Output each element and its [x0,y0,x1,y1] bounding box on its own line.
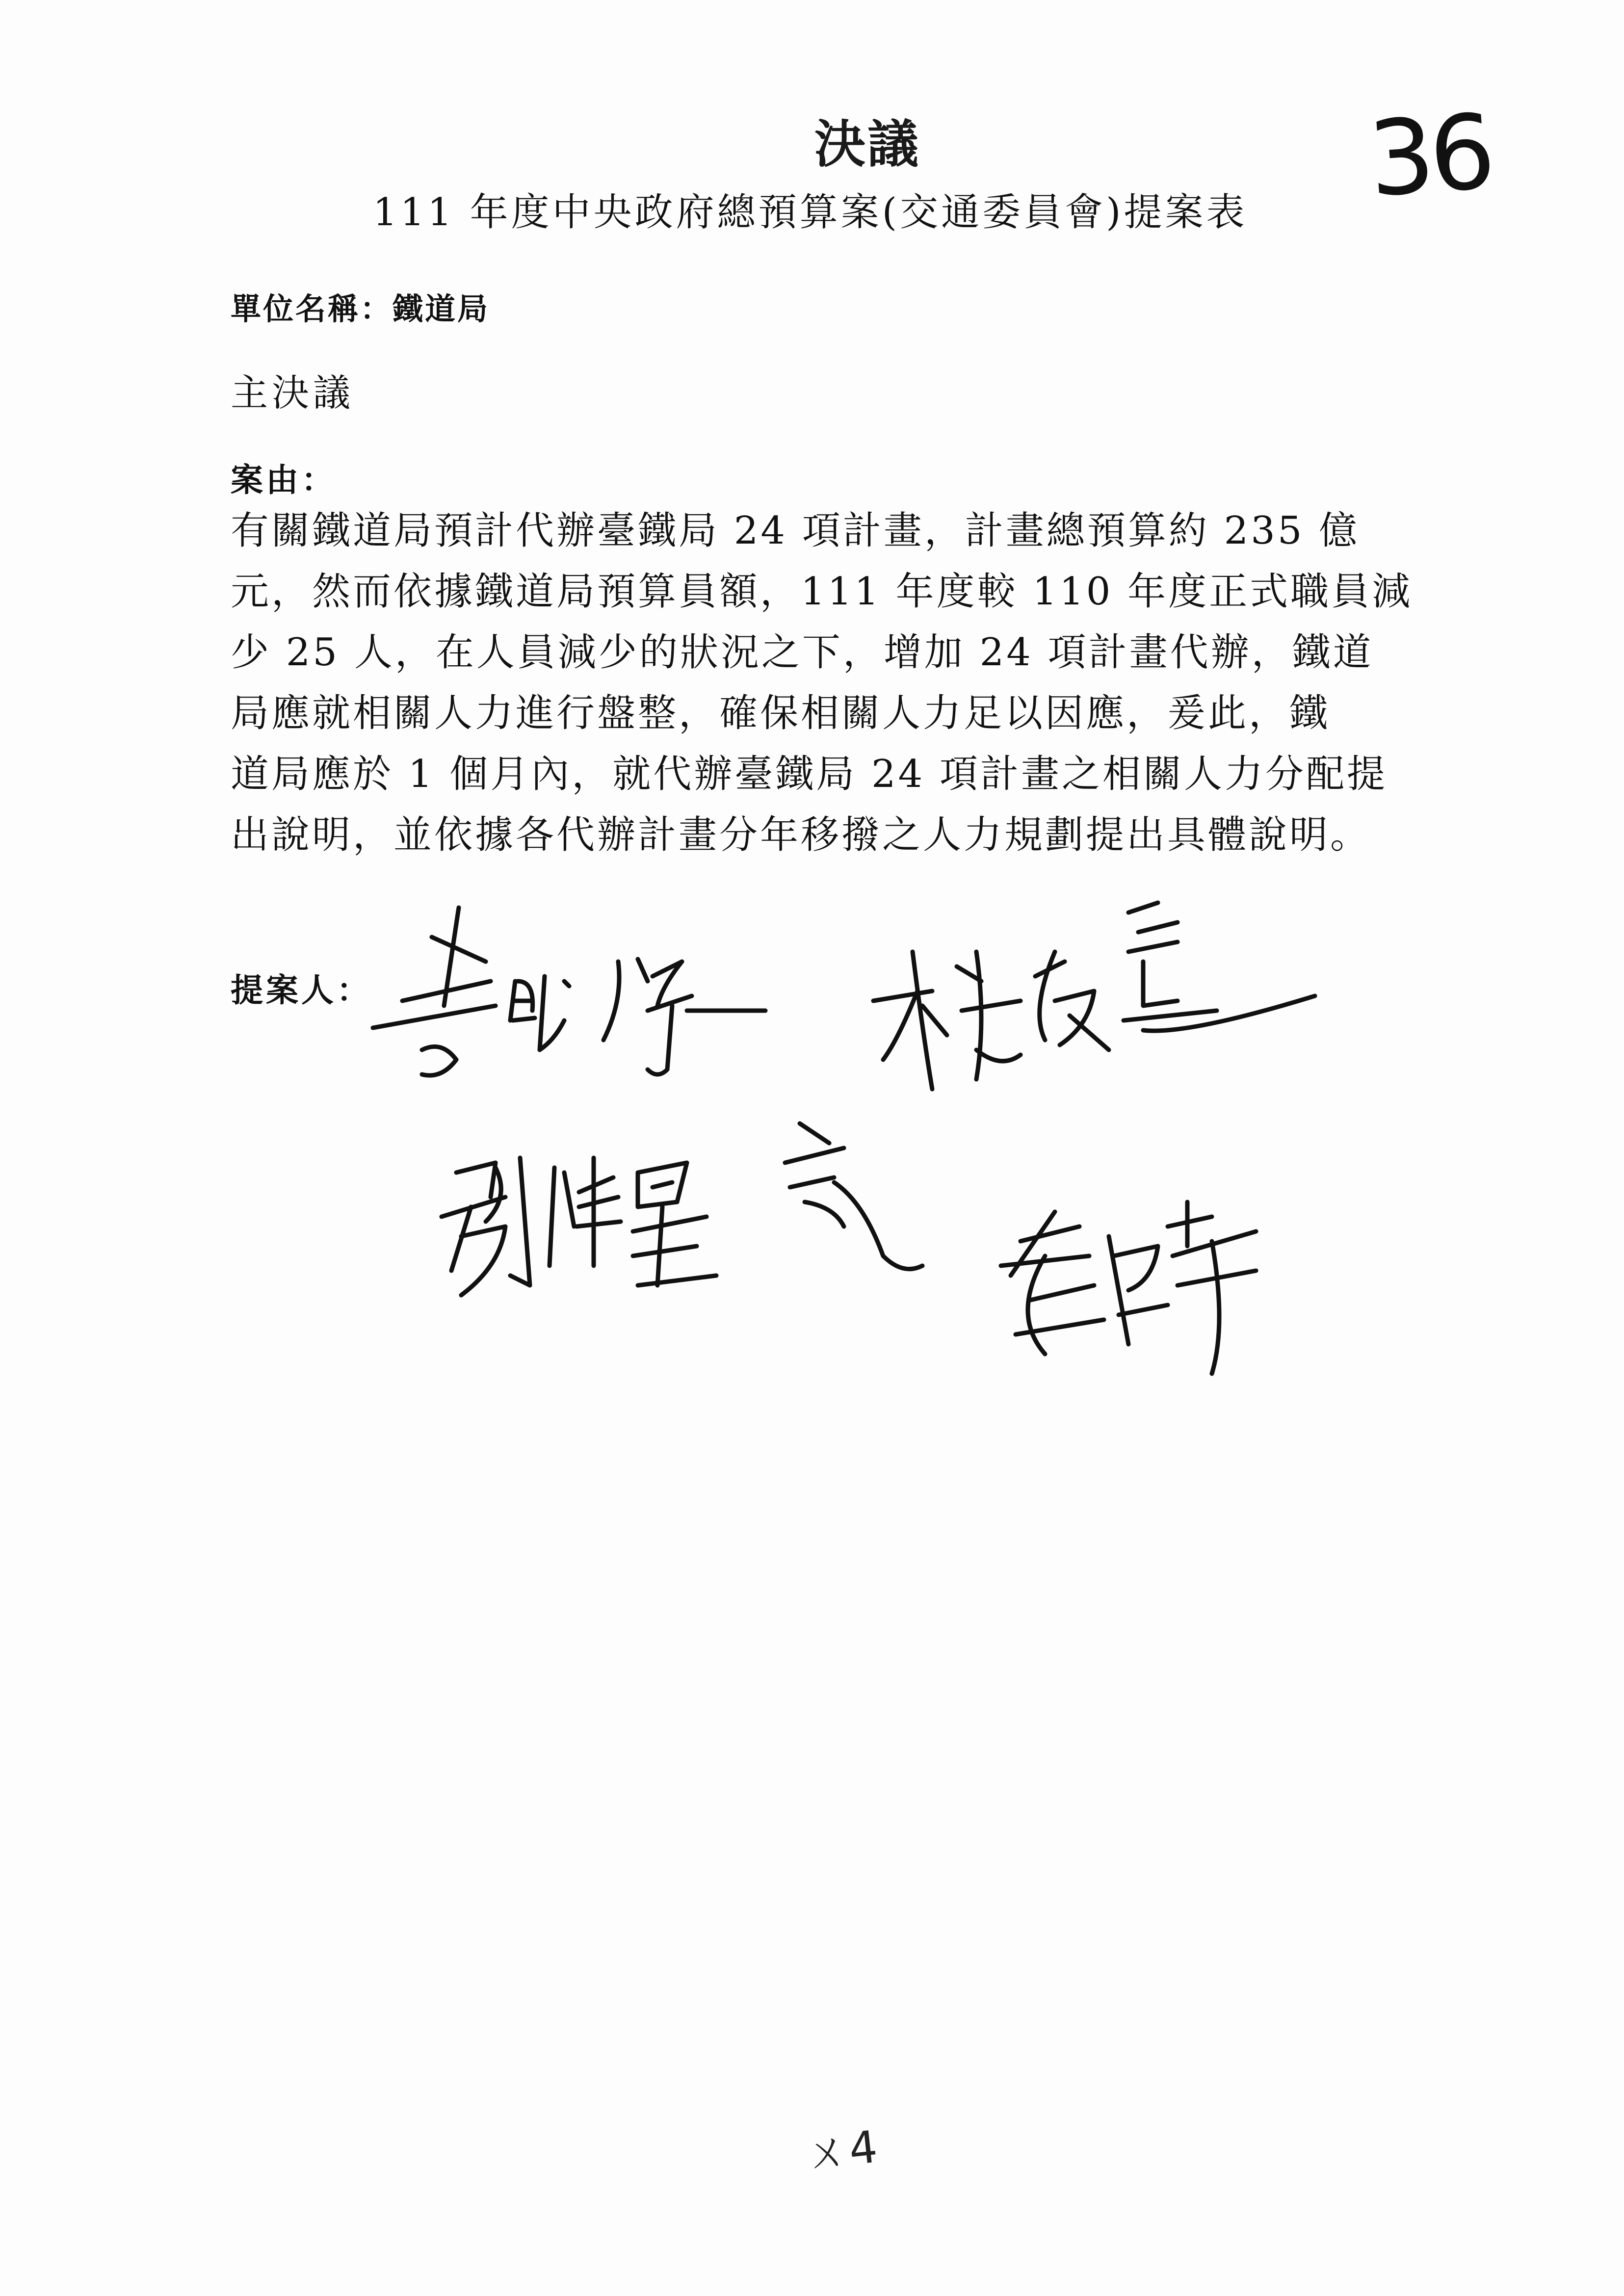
reason-body [231,500,1447,865]
reason-line: 局應就相關人力進行盤整，確保相關人力足以因應，爰此，鐵 [231,691,1331,735]
resolution-stamp: 決議 [814,114,921,174]
signature-4 [1001,1202,1256,1374]
reason-label: 案由： [231,461,337,499]
proposer-label: 提案人： [231,971,372,1009]
signature-1 [373,908,765,1075]
document-title: 111 年度中央政府總預算案(交通委員會)提案表 [373,190,1248,235]
reason-line: 道局應於 1 個月內，就代辦臺鐵局 24 項計畫之相關人力分配提 [231,752,1388,796]
reason-line: 少 25 人，在人員減少的狀況之下，增加 24 項計畫代辦，鐵道 [231,630,1374,675]
resolution-type: 主決議 [231,371,354,415]
handwritten-footer-mark: ㄨ4 [802,2121,880,2180]
signature-2 [873,903,1315,1089]
reason-line: 有關鐵道局預計代辦臺鐵局 24 項計畫，計畫總預算約 235 億 [231,509,1360,553]
reason-line: 元，然而依據鐵道局預算員額，111 年度較 110 年度正式職員減 [231,570,1413,614]
unit-name: 單位名稱：鐵道局 [231,291,490,327]
handwritten-page-number: 36 [1364,91,1494,220]
signature-3 [442,1123,922,1295]
reason-line: 出說明，並依據各代辦計畫分年移撥之人力規劃提出具體說明。 [231,813,1371,857]
